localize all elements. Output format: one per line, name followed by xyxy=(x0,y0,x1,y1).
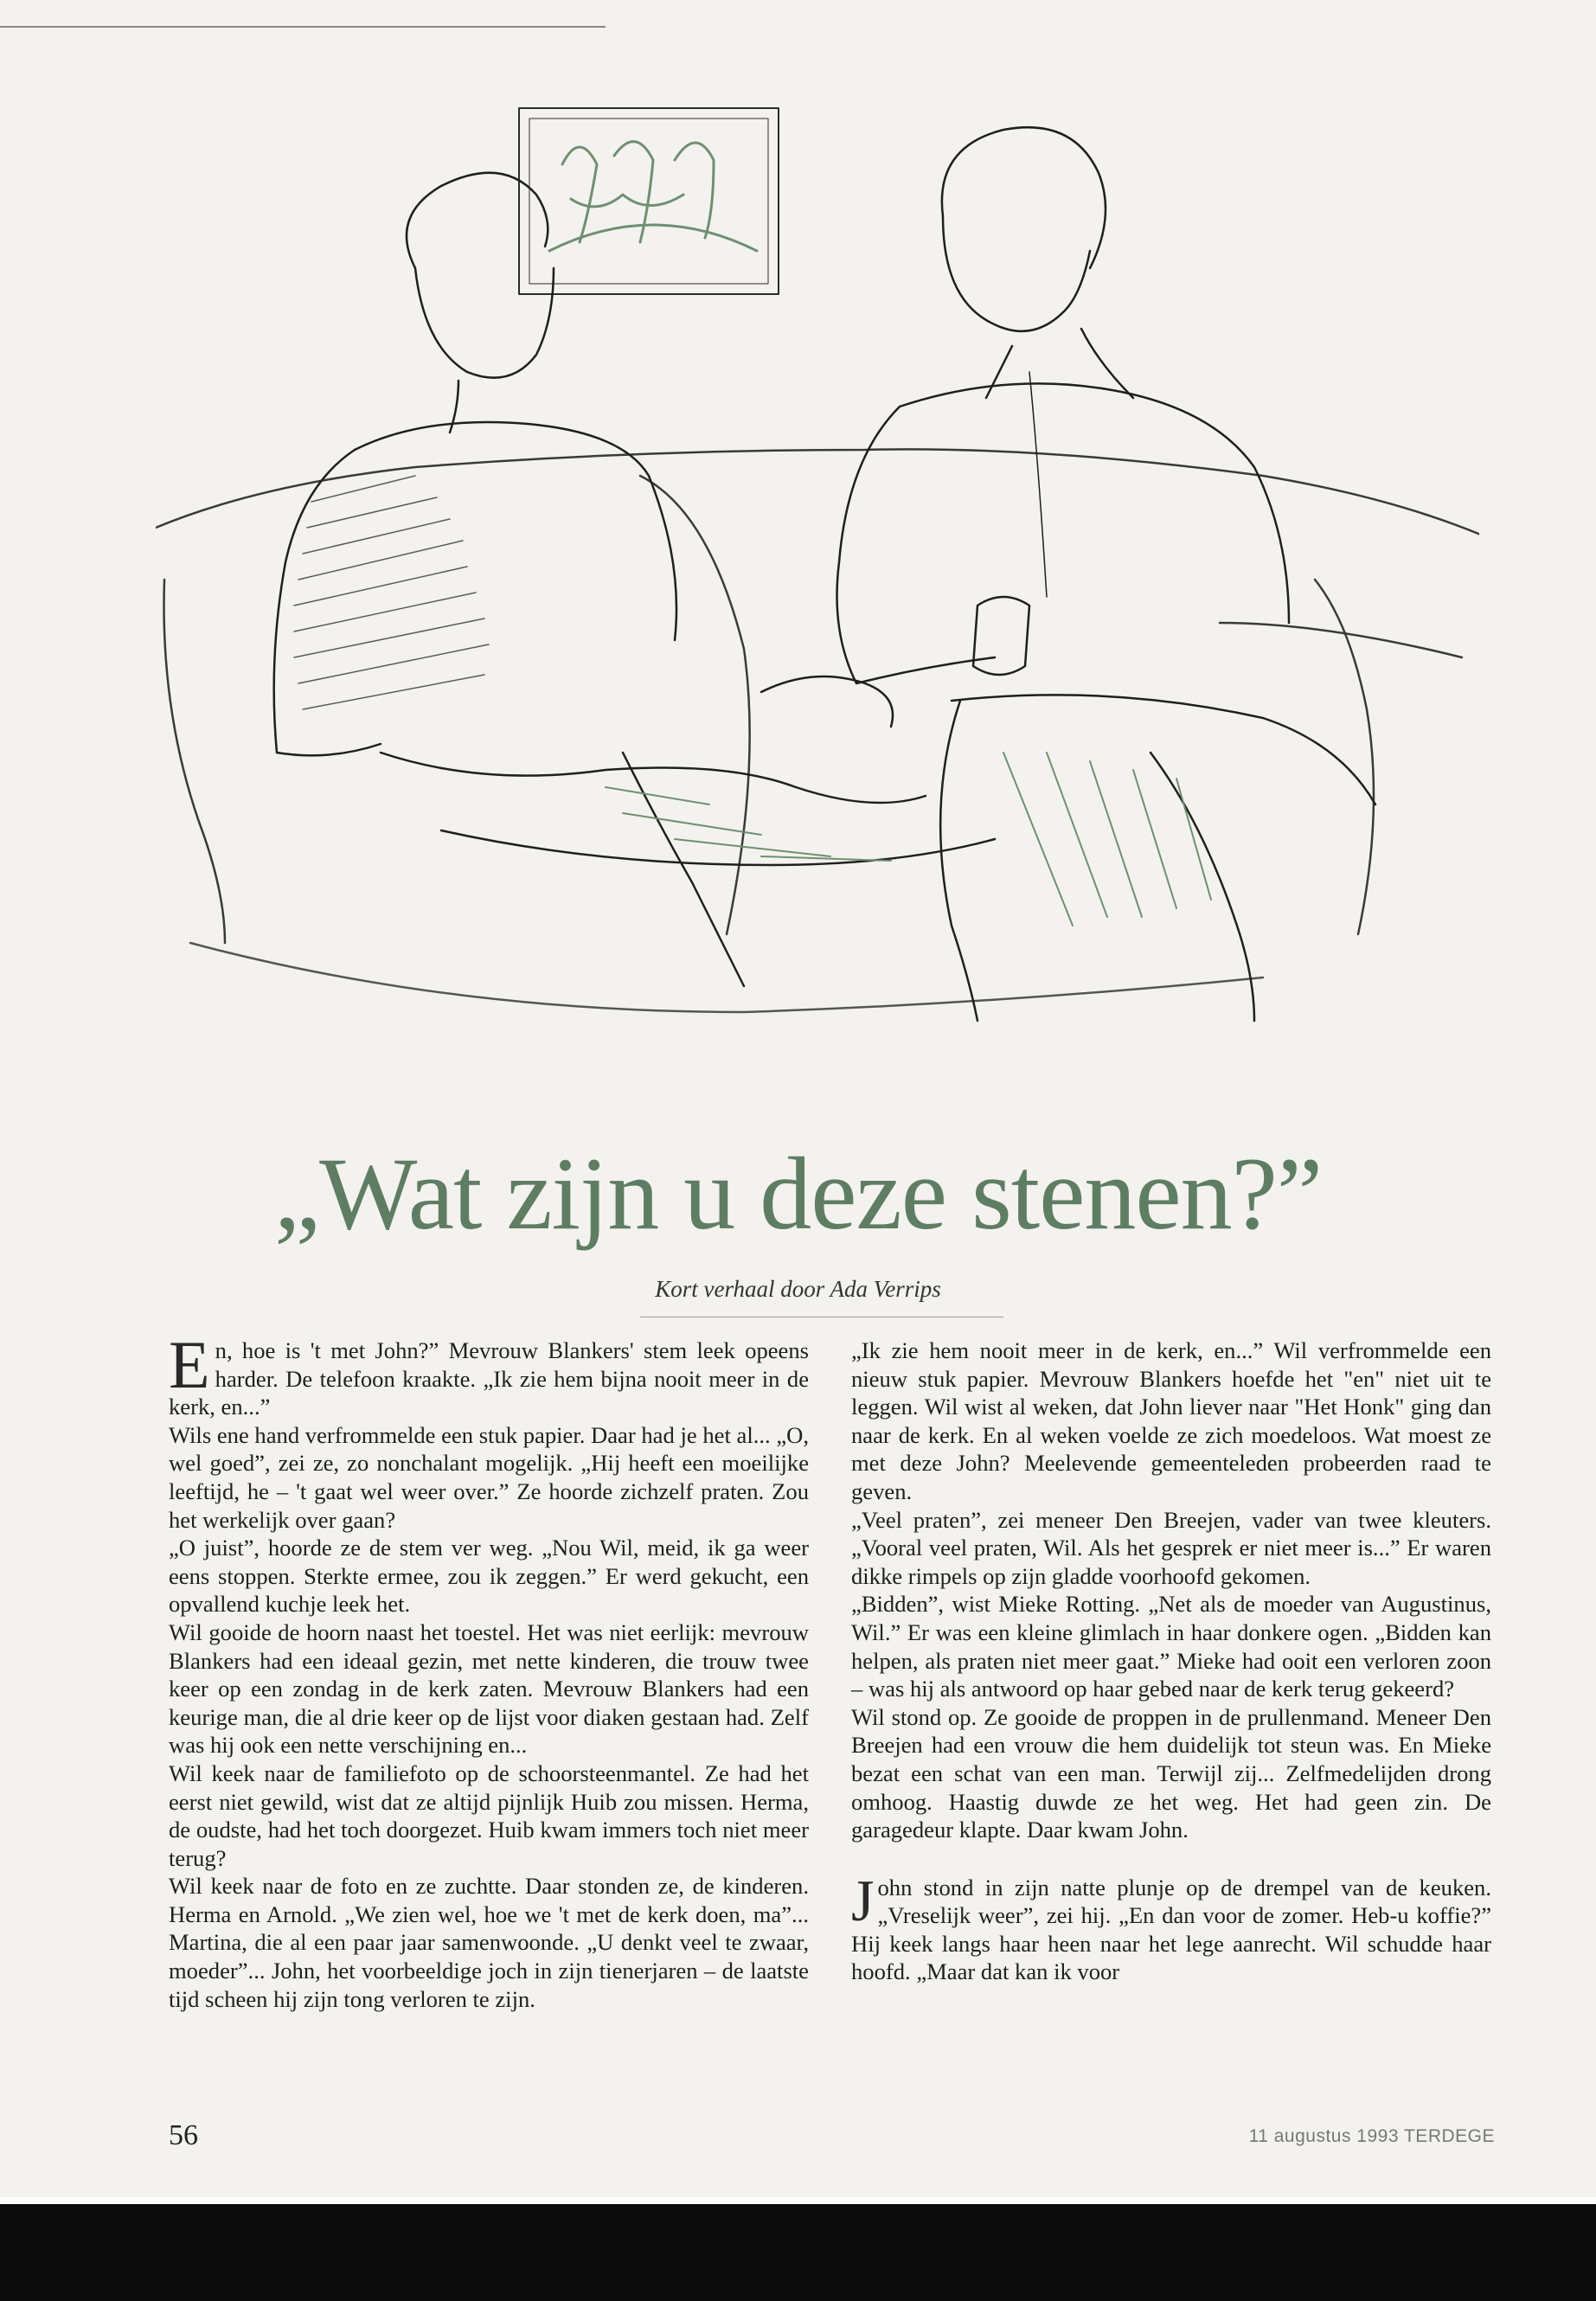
paragraph: „Bidden”, wist Mieke Rotting. „Net als de moeder van Augustinus, Wil.” Er was een kleine glimlach in haar donkere ogen. „Bidden kan helpen, als praten niet meer gaat.” Mieke had ooit een verloren zoon – was hij als antwoord op haar gebed naar de kerk terug gekeerd? xyxy=(851,1591,1491,1702)
paragraph: Wil stond op. Ze gooide de proppen in de prullenmand. Meneer Den Breejen had een vrouw die hem duidelijk tot steun was. En Mieke bezat een schat van een man. Terwijl zij... Zelfmedelijden drong omhoog. Haastig duwde ze het weg. Het had geen zin. De garagedeur klapte. Daar kwam John. xyxy=(851,1703,1491,1843)
top-rule xyxy=(0,26,606,28)
framed-picture xyxy=(519,108,779,294)
sofa xyxy=(156,449,1479,1012)
paragraph: Wil gooide de hoorn naast het toestel. Het was niet eerlijk: mevrouw Blankers had een ideaal gezin, met nette kinderen, die trouw twee keer op een zondag in de kerk zaten. Mevrouw Blankers had een keurige man, die al drie keer op de lijst voor diaken gestaan had. Zelf was hij ook een nette verschijning en... xyxy=(169,1618,809,1759)
paragraph: „Veel praten”, zei meneer Den Breejen, vader van twee kleuters. „Vooral veel praten, Wil. Als het gesprek er niet meer is...” Er waren dikke rimpels op zijn gladde voorhoofd gekomen. xyxy=(851,1506,1491,1589)
drop-cap: J xyxy=(851,1867,875,1933)
article-subtitle: Kort verhaal door Ada Verrips xyxy=(655,1276,941,1302)
article-illustration xyxy=(156,95,1479,1090)
page-number: 56 xyxy=(169,2119,198,2151)
issue-date: 11 augustus 1993 TERDEGE xyxy=(1248,2126,1495,2146)
paragraph: Wil keek naar de foto en ze zuchtte. Daar stonden ze, de kinderen. Herma en Arnold. „We zien wel, hoe we 't met de kerk doen, ma”... Martina, die al een paar jaar samenwoonde. „U denkt veel te zwaar, moeder”... John, het voorbeeldige joch in zijn tienerjaren – de laatste tijd scheen hij zijn tong verloren te zijn. xyxy=(169,1873,809,2012)
paragraph: Wil keek naar de familiefoto op de schoorsteenmantel. Ze had het eerst niet gewild, wist dat ze altijd pijnlijk Huib zou missen. Herma, de oudste, had het toch doorgezet. Huib kwam immers toch niet meer terug? xyxy=(169,1759,809,1871)
article-title: „Wat zijn u deze stenen?” xyxy=(273,1136,1323,1251)
paragraph: „O juist”, hoorde ze de stem ver weg. „Nou Wil, meid, ik ga weer eens stoppen. Sterkte ermee, zou ik zeggen.” Er werd gekucht, een opvallend kuchje leek het. xyxy=(169,1535,809,1618)
text-column-left xyxy=(169,1327,809,2013)
page-edge xyxy=(0,2197,1596,2204)
text-column-right xyxy=(851,1336,1491,1986)
paragraph-text: ohn stond in zijn natte plunje op de drempel van de keuken. „Vreselijk weer”, zei hij. „En dan voor de zomer. Heb-u koffie?” Hij keek langs haar heen naar het lege aanrecht. Wil schudde haar hoofd. „Maar dat kan ik voor xyxy=(851,1874,1491,1985)
paragraph: „Ik zie hem nooit meer in de kerk, en...” Wil verfrommelde een nieuw stuk papier. Mevrouw Blankers hoefde het "en" niet uit te leggen. Wil wist al weken, dat John liever naar "Het Honk" ging dan naar de kerk. En al weken voelde ze zich moedeloos. Wat moest ze met deze John? Meelevende gemeenteleden probeerden raad te geven. xyxy=(851,1337,1491,1504)
paragraph xyxy=(169,1327,809,1421)
drop-cap: E xyxy=(169,1327,210,1402)
scan-border xyxy=(0,2204,1596,2301)
sketch-drawing xyxy=(156,95,1479,1090)
woman-skirt-shading xyxy=(1003,753,1211,926)
young-man-pants-shading xyxy=(606,787,891,861)
young-man-shirt-shading xyxy=(294,476,489,709)
woman-figure xyxy=(837,127,1376,1021)
paragraph xyxy=(851,1867,1491,1986)
paragraph-text: n, hoe is 't met John?” Mevrouw Blankers' stem leek opeens harder. De telefoon kraakte. „Ik zie hem bijna nooit meer in de kerk, en...” xyxy=(169,1337,809,1420)
paragraph: Wils ene hand verfrommelde een stuk papier. Daar had je het al... „O, wel goed”, zei ze, zo nonchalant mogelijk. „Hij heeft een moeilijke leeftijd, he – 't gaat wel weer over.” Ze hoorde zichzelf praten. Zou het werkelijk over gaan? xyxy=(169,1421,809,1533)
